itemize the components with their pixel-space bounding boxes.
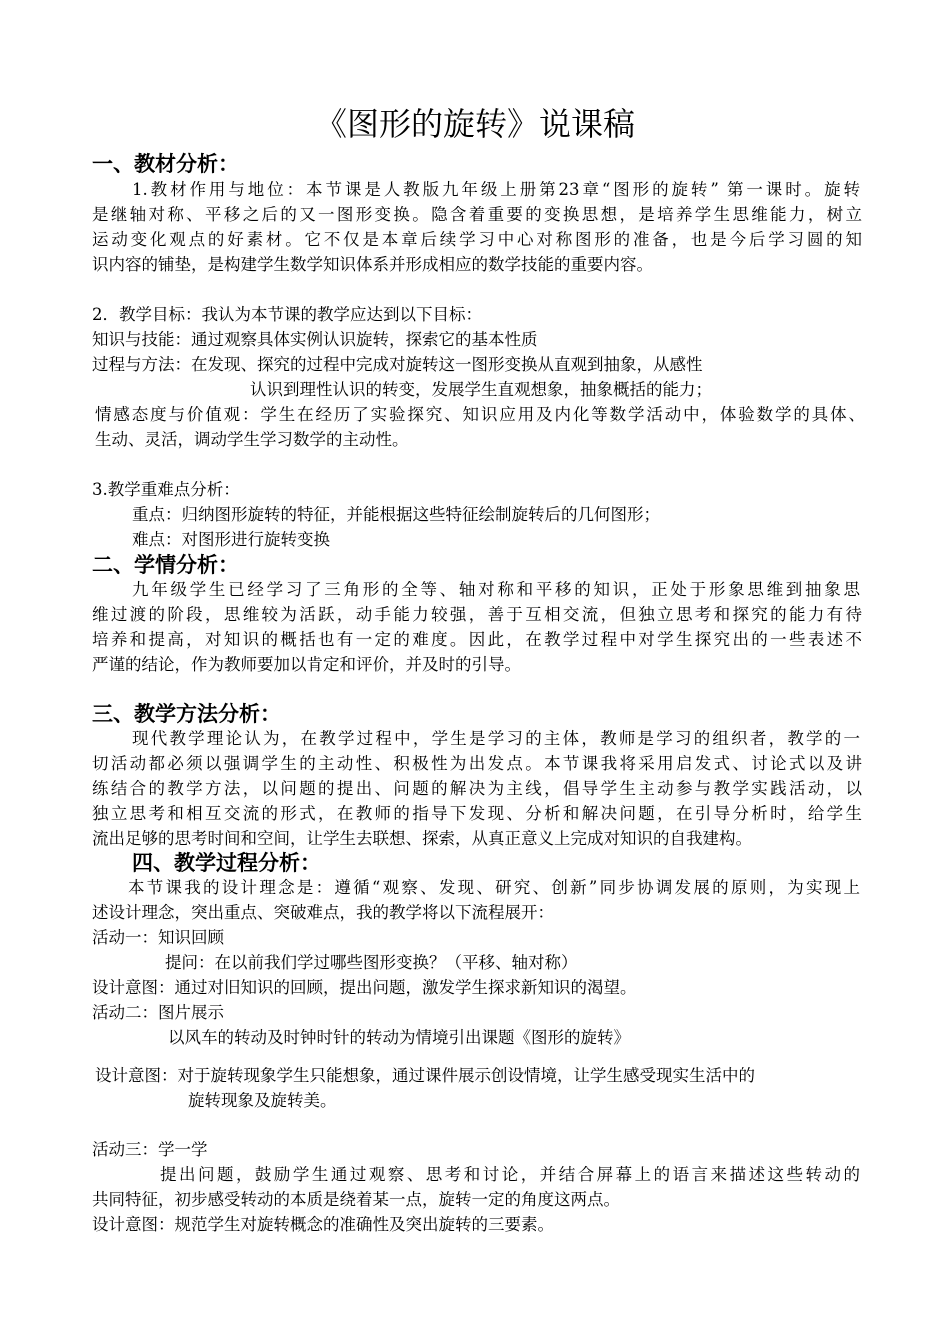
section-heading-2: 二、学情分析： (92, 553, 239, 577)
paragraph-line: 生动、灵活，调动学生学习数学的主动性。 (95, 430, 409, 449)
paragraph-line: 识内容的铺垫，是构建学生数学知识体系并形成相应的数学技能的重要内容。 (92, 255, 653, 274)
paragraph-line: 过程与方法：在发现、探究的过程中完成对旋转这一图形变换从直观到抽象，从感性 (92, 355, 703, 374)
paragraph-line: 独立思考和相互交流的形式，在教师的指导下发现、分析和解决问题，在引导分析时，给学生 (92, 804, 862, 823)
paragraph-line: 1.教材作用与地位：本节课是人教版九年级上册第23章“图形的旋转” 第一课时。旋转 (132, 180, 860, 199)
document-title: 《图形的旋转》说课稿 (314, 105, 635, 143)
section-heading-1: 一、教材分析： (92, 152, 239, 176)
paragraph-line: 难点：对图形进行旋转变换 (132, 530, 330, 549)
paragraph-line: 严谨的结论，作为教师要加以肯定和评价，并及时的引导。 (92, 655, 521, 674)
paragraph-line: 本节课我的设计理念是：遵循“观察、发现、研究、创新”同步协调发展的原则，为实现上 (128, 878, 860, 897)
section-heading-4: 四、教学过程分析： (132, 851, 321, 875)
paragraph-line: 设计意图：通过对旧知识的回顾，提出问题，激发学生探求新知识的渴望。 (92, 978, 637, 997)
paragraph-line: 共同特征，初步感受转动的本质是绕着某一点，旋转一定的角度这两点。 (92, 1190, 620, 1209)
paragraph-line: 练结合的教学方法，以问题的提出、问题的解决为主线，倡导学生主动参与教学实践活动，以 (92, 779, 862, 798)
activity-title: 活动一：知识回顾 (92, 928, 224, 947)
paragraph-line: 培养和提高，对知识的概括也有一定的难度。因此，在教学过程中对学生探究出的一些表述不 (92, 630, 862, 649)
paragraph-line: 知识与技能：通过观察具体实例认识旋转，探索它的基本性质 (92, 330, 538, 349)
paragraph-line: 情感态度与价值观：学生在经历了实验探究、知识应用及内化等数学活动中，体验数学的具体、 (95, 405, 865, 424)
paragraph-line: 述设计理念，突出重点、突破难点，我的教学将以下流程展开： (92, 903, 554, 922)
paragraph-line: 维过渡的阶段，思维较为活跃，动手能力较强，善于互相交流，但独立思考和探究的能力有待 (92, 605, 862, 624)
section-heading-3: 三、教学方法分析： (92, 702, 281, 726)
paragraph-line: 3.教学重难点分析： (92, 480, 240, 499)
paragraph-line: 是继轴对称、平移之后的又一图形变换。隐含着重要的变换思想，是培养学生思维能力，树立 (92, 205, 862, 224)
paragraph-line: 旋转现象及旋转美。 (188, 1091, 337, 1110)
paragraph-line: 九年级学生已经学习了三角形的全等、轴对称和平移的知识，正处于形象思维到抽象思 (132, 580, 860, 599)
activity-title: 活动三：学一学 (92, 1140, 208, 1159)
paragraph-line: 设计意图：规范学生对旋转概念的准确性及突出旋转的三要素。 (92, 1215, 554, 1234)
activity-title: 活动二：图片展示 (92, 1003, 224, 1022)
paragraph-line: 认识到理性认识的转变，发展学生直观想象，抽象概括的能力； (250, 380, 712, 399)
paragraph-line: 切活动都必须以强调学生的主动性、积极性为出发点。本节课我将采用启发式、讨论式以及讲 (92, 754, 862, 773)
paragraph-line: 现代教学理论认为，在教学过程中，学生是学习的主体，教师是学习的组织者，教学的一 (132, 729, 860, 748)
paragraph-line: 流出足够的思考时间和空间，让学生去联想、探索，从真正意义上完成对知识的自我建构。 (92, 829, 752, 848)
paragraph-line: 提问：在以前我们学过哪些图形变换？（平移、轴对称） (165, 953, 578, 972)
paragraph-line: 运动变化观点的好素材。它不仅是本章后续学习中心对称图形的准备，也是今后学习圆的知 (92, 230, 862, 249)
paragraph-line: 提出问题，鼓励学生通过观察、思考和讨论，并结合屏幕上的语言来描述这些转动的 (160, 1165, 860, 1184)
paragraph-line: 以风车的转动及时钟时针的转动为情境引出课题《图形的旋转》 (168, 1028, 630, 1047)
paragraph-line: 2．教学目标：我认为本节课的教学应达到以下目标： (92, 305, 482, 324)
paragraph-line: 设计意图：对于旋转现象学生只能想象，通过课件展示创设情境，让学生感受现实生活中的 (95, 1066, 755, 1085)
paragraph-line: 重点：归纳图形旋转的特征，并能根据这些特征绘制旋转后的几何图形； (132, 505, 660, 524)
